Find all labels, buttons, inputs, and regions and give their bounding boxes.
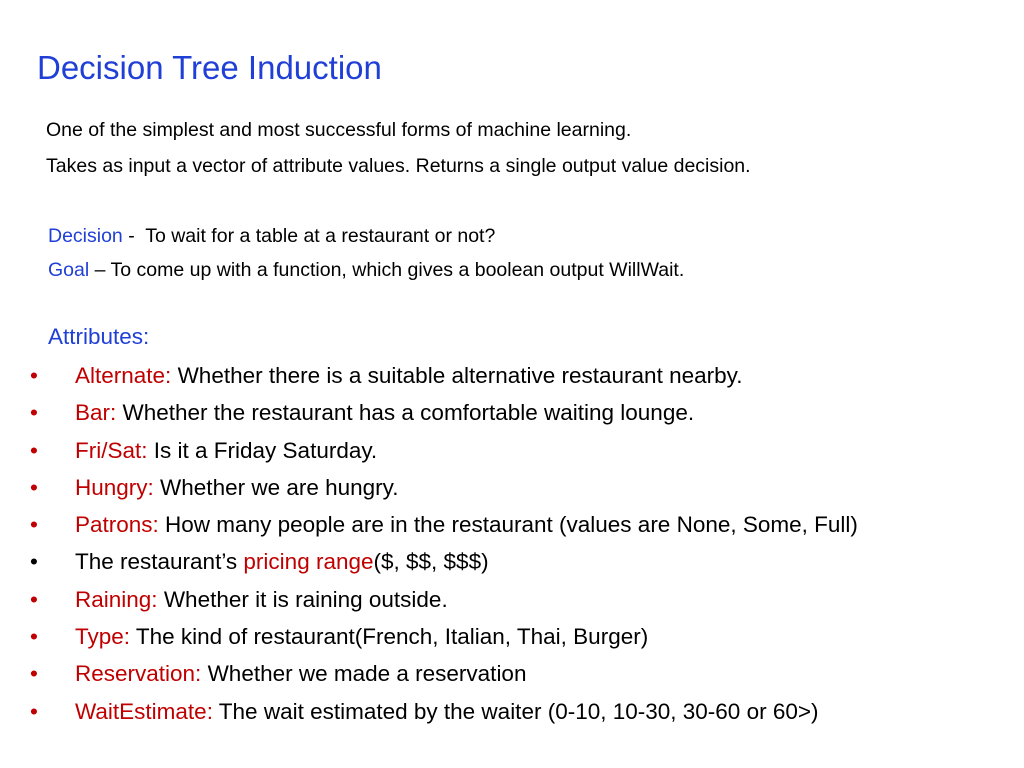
list-item xyxy=(30,655,858,692)
bullet-icon: • xyxy=(30,437,38,463)
goal-row xyxy=(48,253,684,287)
intro-text xyxy=(46,113,751,183)
attribute-desc: Whether there is a suitable alternative restaurant nearby. xyxy=(171,363,743,388)
attribute-name: Alternate: xyxy=(75,363,172,388)
attribute-name: Reservation: xyxy=(75,661,202,687)
decision-label: Decision xyxy=(48,225,123,247)
attribute-desc: ($, $$, $$$) xyxy=(373,549,489,575)
list-item xyxy=(30,394,858,431)
list-item xyxy=(30,469,858,506)
slide-title: Decision Tree Induction xyxy=(37,49,382,86)
attribute-desc: Is it a Friday Saturday. xyxy=(147,437,378,463)
bullet-icon: • xyxy=(30,624,38,650)
attribute-name: Bar: xyxy=(75,400,117,426)
attribute-name: Hungry: xyxy=(75,474,154,500)
decision-text: To wait for a table at a restaurant or not? xyxy=(145,225,496,247)
list-item xyxy=(30,693,858,730)
bullet-icon: • xyxy=(30,400,38,426)
attribute-desc: The kind of restaurant(French, Italian, Thai, Burger) xyxy=(130,624,649,650)
attribute-prefix: The restaurant’s xyxy=(75,549,244,575)
list-item xyxy=(30,506,858,543)
bullet-icon: • xyxy=(30,549,38,575)
attributes-list xyxy=(30,357,858,730)
attribute-name: WaitEstimate: xyxy=(75,698,213,724)
list-item xyxy=(30,432,858,469)
goal-text: – To come up with a function, which gives a boolean output WillWait. xyxy=(89,259,685,281)
attribute-desc: How many people are in the restaurant (values are None, Some, Full) xyxy=(158,512,858,538)
attribute-desc: Whether the restaurant has a comfortable waiting lounge. xyxy=(116,400,695,426)
list-item xyxy=(30,357,858,394)
bullet-icon: • xyxy=(30,661,38,687)
attribute-name: Raining: xyxy=(75,586,158,612)
attribute-name: Type: xyxy=(75,624,131,650)
attribute-desc: Whether we are hungry. xyxy=(153,474,399,500)
decision-separator: - xyxy=(122,225,146,247)
goal-label: Goal xyxy=(48,259,90,281)
attribute-desc: Whether we made a reservation xyxy=(201,661,527,687)
bullet-icon: • xyxy=(30,363,38,388)
intro-line-2: Takes as input a vector of attribute values. Returns a single output value decision. xyxy=(46,155,751,177)
decision-goal-block xyxy=(48,219,684,287)
attributes-heading: Attributes: xyxy=(48,324,150,349)
bullet-icon: • xyxy=(30,698,38,724)
list-item xyxy=(30,618,858,655)
attribute-name: Fri/Sat: xyxy=(75,437,148,463)
attribute-desc: Whether it is raining outside. xyxy=(157,586,448,612)
bullet-icon: • xyxy=(30,586,38,612)
list-item xyxy=(30,543,858,580)
decision-row xyxy=(48,219,684,253)
intro-line-1: One of the simplest and most successful forms of machine learning. xyxy=(46,119,632,141)
bullet-icon: • xyxy=(30,474,38,500)
attribute-name: pricing range xyxy=(243,549,374,575)
attribute-desc: The wait estimated by the waiter (0-10, 10-30, 30-60 or 60>) xyxy=(212,698,819,724)
attribute-name: Patrons: xyxy=(75,512,159,538)
list-item xyxy=(30,581,858,618)
bullet-icon: • xyxy=(30,512,38,538)
